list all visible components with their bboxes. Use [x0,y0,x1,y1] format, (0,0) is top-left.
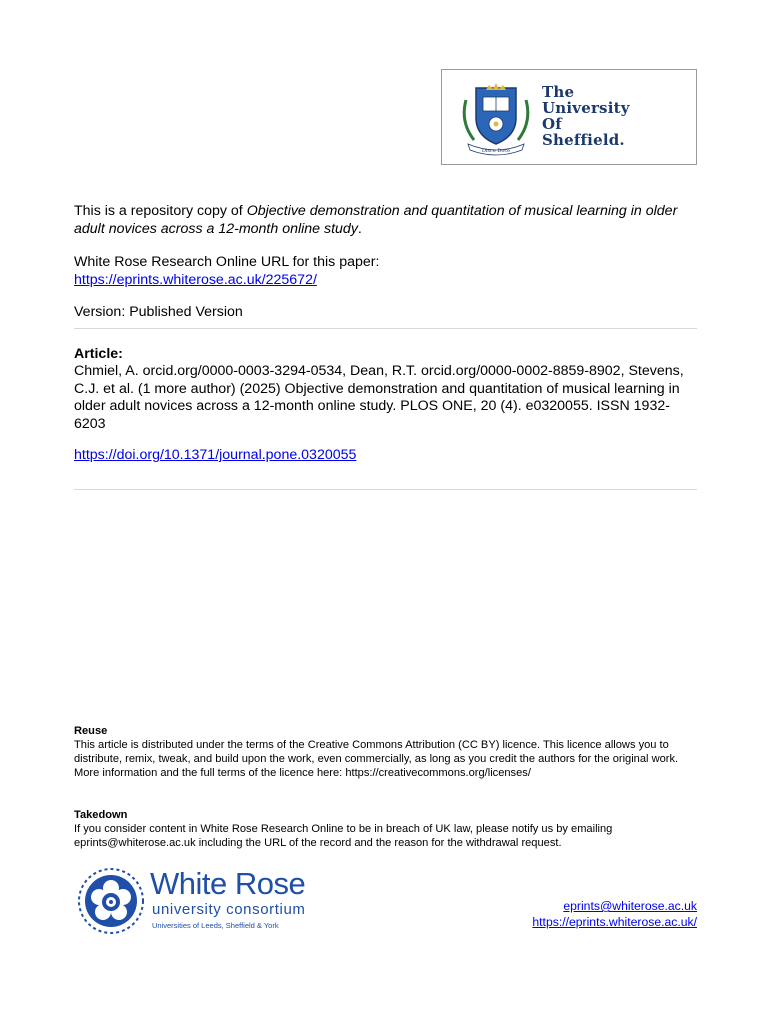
doi-link[interactable]: https://doi.org/10.1371/journal.pone.0320055 [74,447,357,463]
intro-suffix: . [357,220,362,237]
university-name-line: University [542,99,630,117]
divider [74,489,697,490]
divider [74,328,697,329]
doi-block [74,447,700,465]
university-name-line: Sheffield. [542,131,625,149]
white-rose-emblem-icon [76,866,146,936]
white-rose-subtitle: university consortium [152,901,306,918]
takedown-heading: Takedown [74,809,128,821]
repository-url-block [74,254,700,289]
paper-title: Objective demonstration and quantitation of musical learning in older adult novices across a 12-month online study [74,203,678,237]
repository-copy-statement [74,203,700,238]
version-text: Version: Published Version [74,304,243,320]
university-name-line: The [542,83,575,101]
contact-email-link[interactable]: eprints@whiterose.ac.uk [563,899,697,913]
sheffield-crest-icon [456,80,536,156]
white-rose-logo [76,866,316,938]
takedown-text: If you consider content in White Rose Research Online to be in breach of UK law, please notify us by emailing eprints@whiterose.ac.uk including the URL of the record and the reason for the withdrawal request. [74,823,613,849]
university-name-line: Of [542,115,562,133]
article-citation: Chmiel, A. orcid.org/0000-0003-3294-0534, Dean, R.T. orcid.org/0000-0002-8859-8902, Stevens, C.J. et al. (1 more author) (2025) Objective demonstration and quantitation of musical learning in older adult novices across a 12-month online study. PLOS ONE, 20 (4). e0320055. ISSN 1932-6203 [74,363,684,432]
white-rose-universities: Universities of Leeds, Sheffield & York [152,921,279,930]
contact-website-link[interactable]: https://eprints.whiterose.ac.uk/ [532,914,697,929]
repository-url-label: White Rose Research Online URL for this paper: [74,254,380,270]
university-name [542,84,630,148]
contact-links [532,899,697,930]
takedown-section [74,808,700,850]
university-of-sheffield-logo [441,69,697,165]
white-rose-title: White Rose [150,866,306,901]
reuse-text: This article is distributed under the terms of the Creative Commons Attribution (CC BY) licence. This licence allows you to distribute, remix, tweak, and build upon the work, even commercially, as long as you credit the authors for the original work. More information and the full terms of the licence here: https://creativecommons.org/licenses/ [74,739,679,779]
repository-url-link[interactable]: https://eprints.whiterose.ac.uk/225672/ [74,271,317,288]
shield-motto: Disce Doce [481,148,511,154]
reuse-heading: Reuse [74,725,108,737]
reuse-section [74,724,700,780]
article-heading: Article: [74,346,123,362]
intro-prefix: This is a repository copy of [74,203,247,219]
